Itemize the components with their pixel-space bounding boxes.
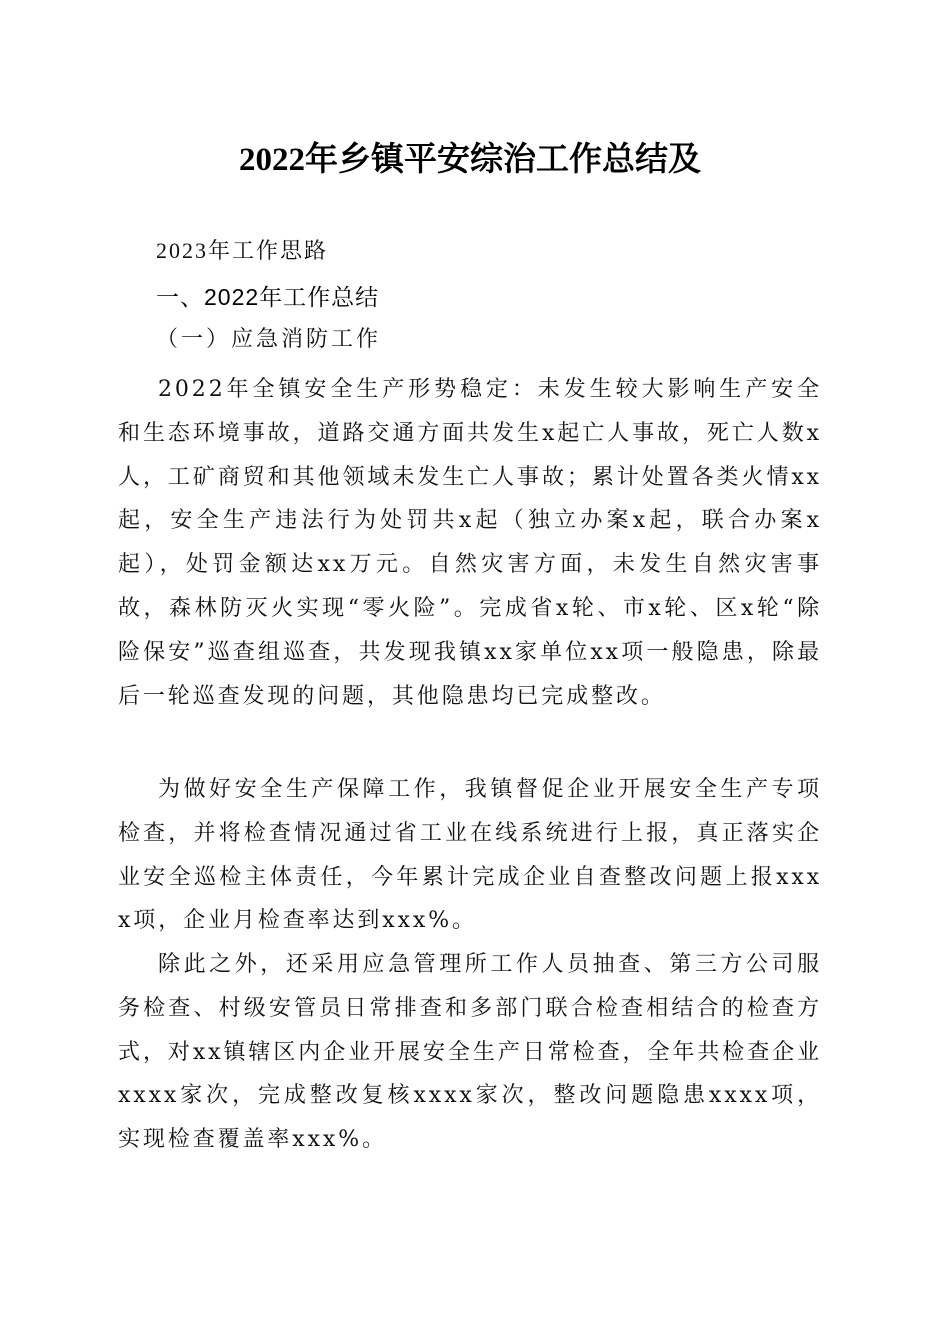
document-subtitle: 2023年工作思路: [156, 238, 329, 263]
body-paragraph: 2022年全镇安全生产形势稳定：未发生较大影响生产安全和生态环境事故，道路交通方面共发生x起亡人事故，死亡人数x人，工矿商贸和其他领域未发生亡人事故；累计处置各类火情xx起，安全生产违法行为处罚共x起（独立办案x起，联合办案x起），处罚金额达xx万元。自然灾害方面，未发生自然灾害事故，森林防灭火实现“零火险”。完成省x轮、市x轮、区x轮“除险保安”巡查组巡查，共发现我镇xx家单位xx项一般隐患，除最后一轮巡查发现的问题，其他隐患均已完成整改。: [118, 377, 822, 709]
section-heading: 一、2022年工作总结: [156, 284, 380, 310]
body-paragraph: 为做好安全生产保障工作，我镇督促企业开展安全生产专项检查，并将检查情况通过省工业在线系统进行上报，真正落实企业安全巡检主体责任，今年累计完成企业自查整改问题上报xxxx项，企业月检查率达到xxx%。: [118, 777, 822, 934]
subsection-heading: （一）应急消防工作: [156, 327, 382, 352]
body-paragraph: 除此之外，还采用应急管理所工作人员抽查、第三方公司服务检查、村级安管员日常排查和多部门联合检查相结合的检查方式，对xx镇辖区内企业开展安全生产日常检查，全年共检查企业xxxx家次，完成整改复核xxxx家次，整改问题隐患xxxx项，实现检查覆盖率xxx%。: [118, 952, 822, 1153]
document-title: 2022年乡镇平安综治工作总结及: [239, 142, 701, 178]
